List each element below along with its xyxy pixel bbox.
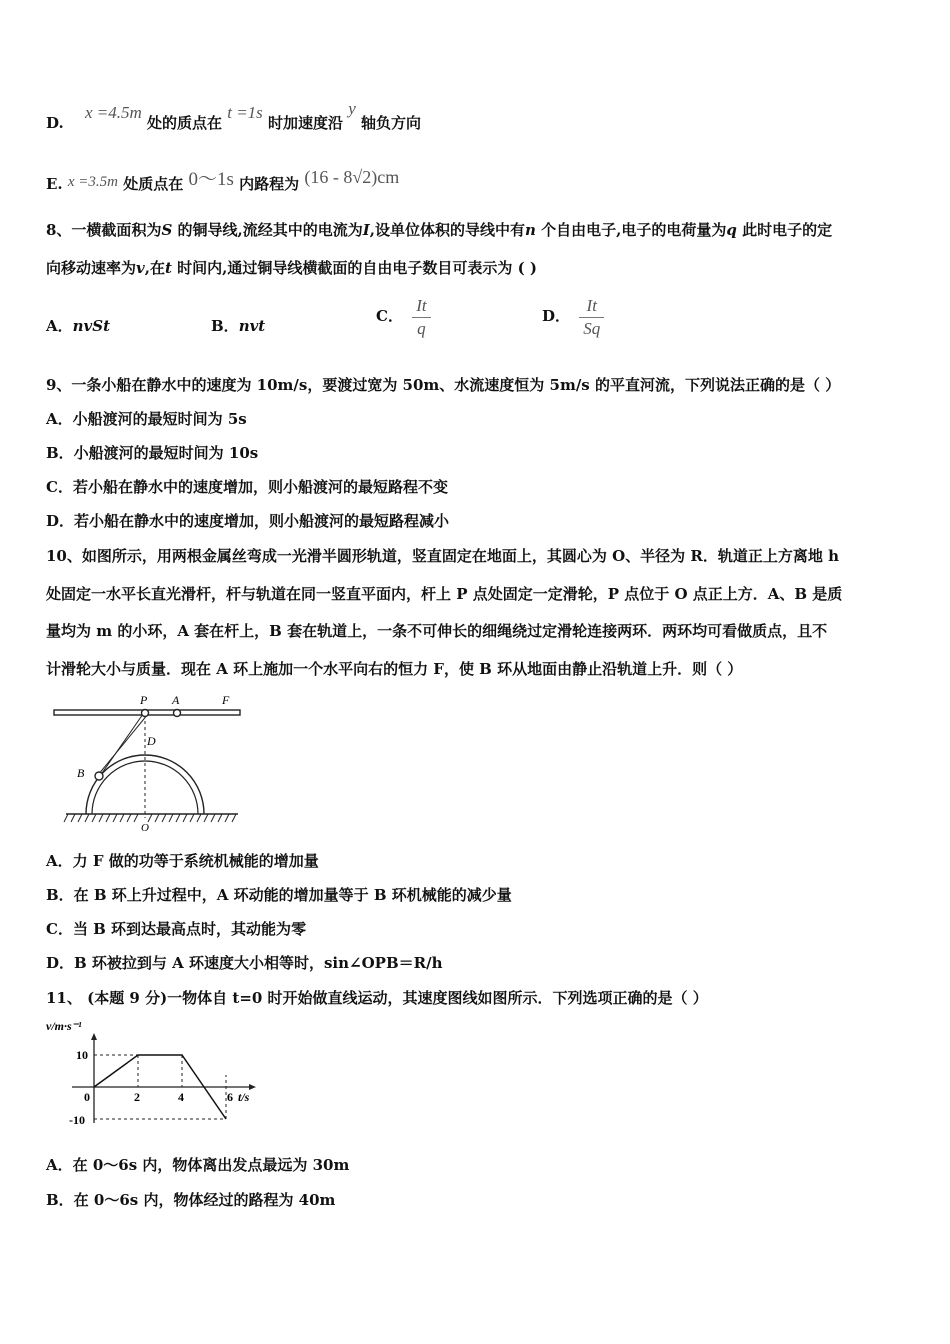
option-label: B． xyxy=(211,317,239,335)
y-tick-label-minus-10: -10 xyxy=(69,1113,85,1127)
pulley-p xyxy=(142,710,149,717)
math-x: x =3.5m xyxy=(67,174,119,190)
math-x: x =4.5m xyxy=(84,103,142,122)
q8-option-a xyxy=(46,316,110,336)
q11-velocity-time-chart xyxy=(42,1016,272,1128)
var-n: n xyxy=(525,221,536,239)
numerator: It xyxy=(412,295,430,318)
q10-option-c: C．当 B 环到达最高点时，其动能为零 xyxy=(46,920,307,938)
y-axis-label: v/m·s⁻¹ xyxy=(46,1019,82,1033)
fraction xyxy=(412,295,430,340)
ring-b xyxy=(95,772,103,780)
option-value: nvSt xyxy=(72,317,111,335)
x-tick-label-6: 6 xyxy=(227,1090,233,1104)
q10-stem-line4: 计滑轮大小与质量．现在 A 环上施加一个水平向右的恒力 F，使 B 环从地面由静止沿轨道上升．则（ ） xyxy=(46,660,743,678)
text: 向移动速率为 xyxy=(46,259,137,277)
option-label: C． xyxy=(376,307,403,325)
q9-option-c: C．若小船在静水中的速度增加，则小船渡河的最短路程不变 xyxy=(46,478,448,496)
numerator: It xyxy=(579,295,604,318)
math-range: 0～1s xyxy=(188,169,234,190)
text: 此时电子的定 xyxy=(736,221,833,239)
fraction xyxy=(579,295,604,340)
q8-stem-line2 xyxy=(46,258,537,278)
label-d: D xyxy=(147,734,156,748)
q9-option-b: B．小船渡河的最短时间为 10s xyxy=(46,444,259,462)
q10-option-b: B．在 B 环上升过程中，A 环动能的增加量等于 B 环机械能的减少量 xyxy=(46,886,512,904)
text: 处的质点在 xyxy=(146,114,222,132)
q11-option-a: A．在 0～6s 内，物体离出发点最远为 30m xyxy=(46,1156,350,1174)
option-label: D． xyxy=(542,307,571,325)
y-tick-label-10: 10 xyxy=(76,1048,88,1062)
denominator: q xyxy=(417,318,426,338)
label-a: A xyxy=(172,693,180,707)
text: 轴负方向 xyxy=(361,114,422,132)
option-value: nvt xyxy=(238,317,266,335)
var-i: I xyxy=(362,221,370,239)
text: 处质点在 xyxy=(123,175,184,193)
text: ,在 xyxy=(144,259,165,277)
text: 时间内,通过铜导线横截面的自由电子数目可表示为 ( ) xyxy=(171,259,537,277)
denominator: Sq xyxy=(583,318,601,338)
var-t: t xyxy=(164,259,172,277)
q10-option-d: D．B 环被拉到与 A 环速度大小相等时，sin∠OPB＝R/h xyxy=(46,954,443,972)
var-v: v xyxy=(136,259,145,277)
q11-stem: 11、 (本题 9 分)一物体自 t=0 时开始做直线运动，其速度图线如图所示．下列选项正确的是（ ） xyxy=(46,989,708,1007)
x-tick-label-0: 0 xyxy=(84,1090,90,1104)
ring-a xyxy=(174,710,181,717)
q10-figure xyxy=(52,692,242,832)
y-axis-arrow xyxy=(91,1033,97,1040)
x-tick-label-2: 2 xyxy=(134,1090,140,1104)
text: 8、一横截面积为 xyxy=(46,221,162,239)
math-distance: (16 - 8√2)cm xyxy=(304,167,400,187)
q8-option-c xyxy=(376,292,431,340)
q9-option-d: D．若小船在静水中的速度增加，则小船渡河的最短路程减小 xyxy=(46,512,450,530)
q10-option-a: A．力 F 做的功等于系统机械能的增加量 xyxy=(46,852,319,870)
q10-stem-line3: 量均为 m 的小环，A 套在杆上，B 套在轨道上，一条不可伸长的细绳绕过定滑轮连接两环．两环均可看做质点，且不 xyxy=(46,622,828,640)
option-label: A． xyxy=(46,317,73,335)
q9-option-a: A．小船渡河的最短时间为 5s xyxy=(46,410,247,428)
text: 时加速度沿 xyxy=(268,114,344,132)
var-q: q xyxy=(726,221,737,239)
label-b: B xyxy=(77,766,85,780)
q8-option-b xyxy=(211,316,265,336)
q9-stem: 9、一条小船在静水中的速度为 10m/s，要渡过宽为 50m、水流速度恒为 5m/s 的平直河流，下列说法正确的是（ ） xyxy=(46,376,841,394)
x-axis-label: t/s xyxy=(238,1090,250,1104)
q7-option-e xyxy=(46,167,400,195)
math-y: y xyxy=(348,99,356,118)
ground-hatch xyxy=(64,814,236,822)
q8-stem-line1 xyxy=(46,220,832,240)
text: ,设单位体积的导线中有 xyxy=(369,221,526,239)
q10-stem-line1: 10、如图所示，用两根金属丝弯成一光滑半圆形轨道，竖直固定在地面上，其圆心为 O、半径为 R．轨道正上方离地 h xyxy=(46,547,839,565)
var-s: S xyxy=(161,221,173,239)
q7-option-d xyxy=(46,99,422,133)
option-label: D. xyxy=(46,114,64,132)
q10-stem-line2: 处固定一水平长直光滑杆，杆与轨道在同一竖直平面内，杆上 P 点处固定一定滑轮，P 点位于 O 点正上方．A、B 是质 xyxy=(46,585,843,603)
label-o: O xyxy=(141,822,149,832)
text: 内路程为 xyxy=(239,175,300,193)
math-t: t =1s xyxy=(227,103,263,122)
text: 个自由电子,电子的电荷量为 xyxy=(535,221,727,239)
label-p: P xyxy=(140,693,148,707)
option-label: E. xyxy=(46,175,63,193)
x-axis-arrow xyxy=(249,1084,256,1090)
text: 的铜导线,流经其中的电流为 xyxy=(172,221,363,239)
q11-option-b: B．在 0～6s 内，物体经过的路程为 40m xyxy=(46,1191,336,1209)
x-tick-label-4: 4 xyxy=(178,1090,184,1104)
label-f: F xyxy=(222,693,230,707)
q8-option-d xyxy=(542,292,604,340)
